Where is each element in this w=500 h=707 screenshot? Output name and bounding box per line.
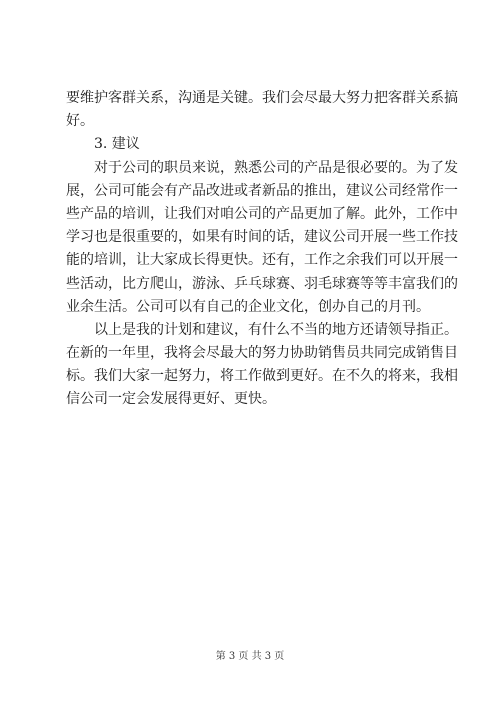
paragraph-line: 能的培训，让大家成长得更快。还有，工作之余我们可以开展一 [66, 252, 458, 269]
paragraph-line: 以上是我的计划和建议，有什么不当的地方还请领导指正。 [94, 321, 458, 338]
page-number-footer: 第 3 页 共 3 页 [215, 651, 285, 662]
paragraph-line: 对于公司的职员来说，熟悉公司的产品是很必要的。为了发 [94, 159, 458, 176]
paragraph-line: 信公司一定会发展得更好、更快。 [66, 391, 276, 408]
paragraph-line: 学习也是很重要的，如果有时间的话，建议公司开展一些工作技 [66, 229, 458, 246]
paragraph-line: 些活动，比方爬山，游泳、乒乓球赛、羽毛球赛等等丰富我们的 [66, 275, 458, 292]
section-heading: 3. 建议 [94, 136, 140, 153]
paragraph-line: 要维护客群关系，沟通是关键。我们会尽最大努力把客群关系搞 [66, 90, 458, 106]
paragraph-line: 在新的一年里，我将会尽最大的努力协助销售员共同完成销售目 [66, 345, 458, 362]
document-body [66, 87, 458, 412]
paragraph-line: 标。我们大家一起努力，将工作做到更好。在不久的将来，我相 [66, 368, 458, 385]
paragraph-line: 些产品的培训，让我们对咱公司的产品更加了解。此外，工作中 [66, 205, 458, 222]
paragraph-line: 业余生活。公司可以有自己的企业文化，创办自己的月刊。 [66, 298, 430, 315]
paragraph-line: 展，公司可能会有产品改进或者新品的推出，建议公司经常作一 [66, 182, 458, 199]
paragraph-line: 好。 [66, 113, 94, 130]
